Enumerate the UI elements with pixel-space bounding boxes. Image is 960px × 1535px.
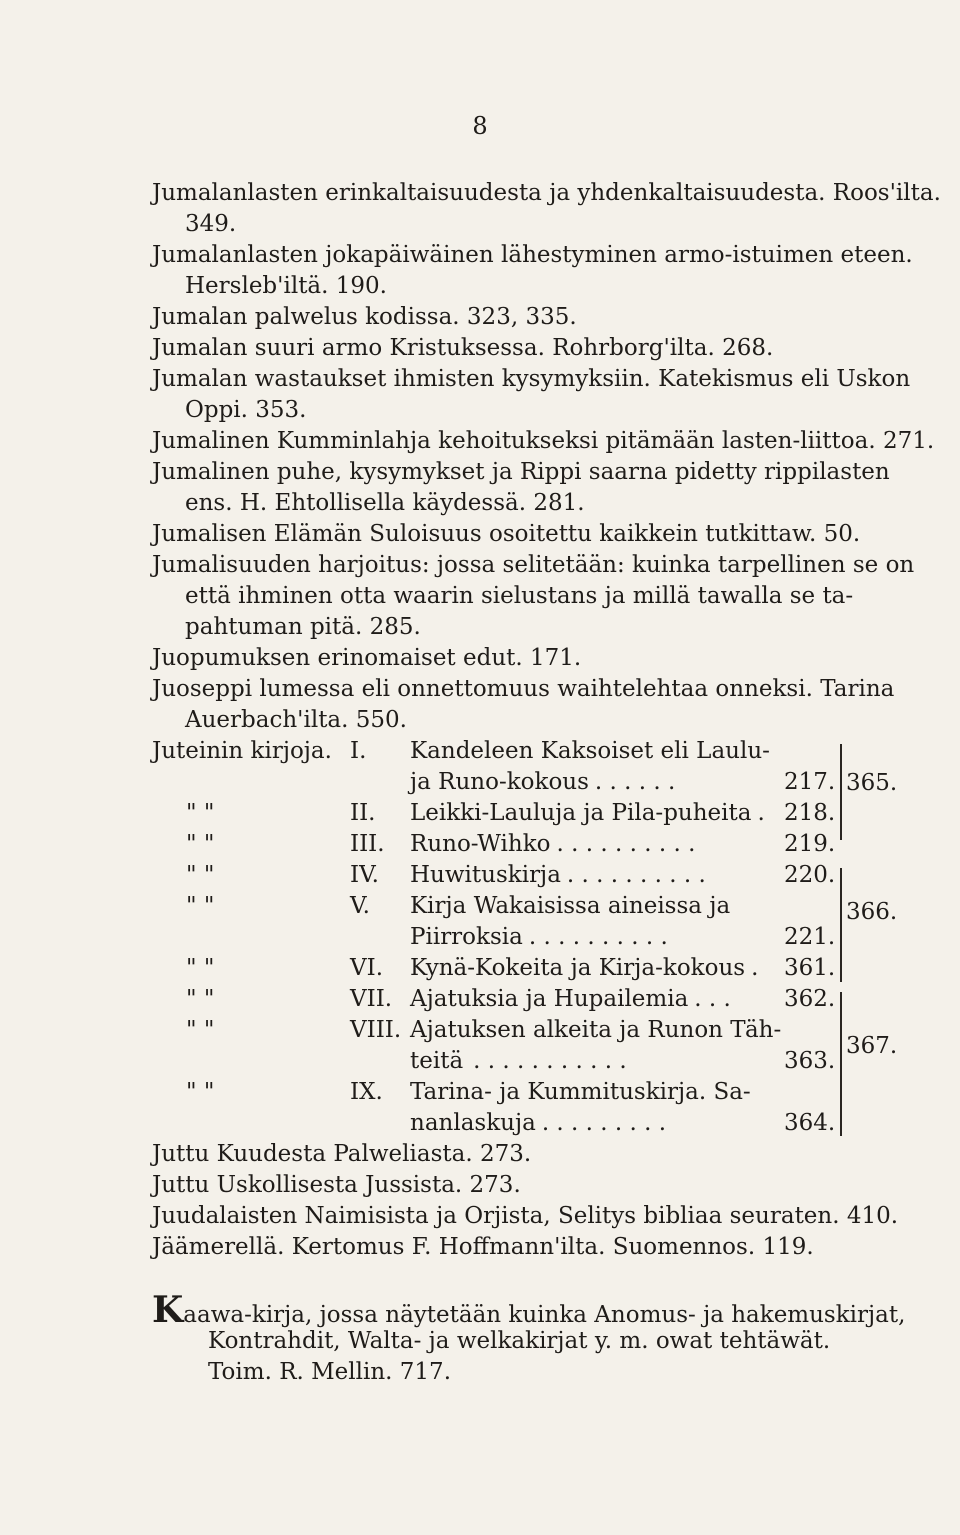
series-item-title2: ja Runo-kokous	[410, 769, 589, 795]
entry-line: Jäämerellä. Kertomus F. Hoffmann'ilta. Suomennos. 119.	[152, 1234, 814, 1260]
index-entry	[152, 1289, 906, 1388]
entry-line: Jumalan palwelus kodissa. 323, 335.	[152, 304, 577, 330]
group-number: 365.	[846, 770, 898, 796]
series-roman: II.	[350, 800, 376, 826]
series-item-title-cont	[410, 767, 675, 798]
series-item-title-cont	[410, 1108, 666, 1139]
series-item-title-text: Ajatuksia ja Hupailemia	[410, 986, 689, 1012]
index-entry	[152, 426, 935, 457]
entry-line: Jumalinen Kumminlahja kehoitukseksi pitämään lasten-liittoa. 271.	[152, 428, 935, 454]
leader-dots: . . .	[694, 986, 731, 1012]
series-item-title	[410, 984, 731, 1015]
leader-dots: . . . . . . . . .	[541, 1110, 667, 1136]
series-item-title	[410, 829, 695, 860]
ditto-mark: " "	[186, 1017, 215, 1043]
entry-line: ens. H. Ehtollisella käydessä. 281.	[185, 490, 585, 516]
entry-line: Oppi. 353.	[185, 397, 307, 423]
series-item-title-cont	[410, 1046, 627, 1077]
series-item-title-text: Kynä-Kokeita ja Kirja-kokous	[410, 955, 746, 981]
index-entry	[152, 519, 892, 550]
series-item-number: 221.	[784, 924, 836, 950]
entry-line: Juudalaisten Naimisista ja Orjista, Selitys bibliaa seuraten. 410.	[152, 1203, 899, 1229]
leader-dots: . . . . . . . . . .	[566, 862, 706, 888]
series-item-number: 364.	[784, 1110, 836, 1136]
index-entry	[152, 1139, 892, 1170]
index-entry	[152, 1201, 899, 1232]
series-item-number: 220.	[784, 862, 836, 888]
entry-line: Jumalanlasten jokapäiwäinen lähestyminen armo-istuimen eteen.	[152, 242, 913, 268]
leader-dots: . . . . . . . . . .	[556, 831, 696, 857]
ditto-mark: " "	[186, 1079, 215, 1105]
series-item-title: Kandeleen Kaksoiset eli Laulu-	[410, 738, 770, 764]
entry-line: Jumalan wastaukset ihmisten kysymyksiin. Katekismus eli Uskon	[152, 366, 911, 392]
leader-dots: .	[757, 800, 765, 826]
ditto-mark: " "	[186, 955, 215, 981]
index-entry	[152, 457, 892, 519]
entry-line: että ihminen otta waarin sielustans ja millä tawalla se ta-	[185, 583, 854, 609]
group-brace	[834, 992, 842, 1136]
entry-line: Juoseppi lumessa eli onnettomuus waihtelehtaa onneksi. Tarina	[152, 676, 895, 702]
entry-line: Kontrahdit, Walta- ja welkakirjat y. m. owat tehtäwät.	[208, 1328, 831, 1354]
index-entry	[152, 240, 913, 302]
leader-dots: .	[751, 955, 759, 981]
section-initial: K	[152, 1289, 184, 1331]
group-brace	[834, 744, 842, 840]
series-title: Juteinin kirjoja.	[152, 738, 332, 764]
page-number: 8	[472, 112, 488, 140]
series-item-title: Kirja Wakaisissa aineissa ja	[410, 893, 731, 919]
series-item-title: Tarina- ja Kummituskirja. Sa-	[410, 1079, 751, 1105]
entry-line-text: aawa-kirja, jossa näytetään kuinka Anomus- ja hakemuskirjat,	[183, 1302, 906, 1328]
series-roman: IX.	[350, 1079, 383, 1105]
entry-line: Juttu Uskollisesta Jussista. 273.	[152, 1172, 521, 1198]
index-entry	[152, 302, 892, 333]
series-item-title-text: Leikki-Lauluja ja Pila-puheita	[410, 800, 752, 826]
series-item-title2: nanlaskuja	[410, 1110, 536, 1136]
series-item-number: 362.	[784, 986, 836, 1012]
ditto-mark: " "	[186, 831, 215, 857]
series-item-title	[410, 798, 765, 829]
index-entry	[152, 1170, 892, 1201]
series-item-title	[410, 953, 758, 984]
entry-line: Jumalan suuri armo Kristuksessa. Rohrborg'ilta. 268.	[152, 335, 774, 361]
series-item-title	[410, 860, 706, 891]
series-item-title2: teitä	[410, 1048, 464, 1074]
entry-line: Jumalisuuden harjoitus: jossa selitetään: kuinka tarpellinen se on	[152, 552, 915, 578]
entry-line: Jumalisen Elämän Suloisuus osoitettu kaikkein tutkittaw. 50.	[152, 521, 861, 547]
index-entry	[152, 643, 892, 674]
entry-line: Juttu Kuudesta Palweliasta. 273.	[152, 1141, 532, 1167]
leader-dots: . . . . . . . . . . .	[473, 1048, 627, 1074]
series-item-number: 219.	[784, 831, 836, 857]
index-entry	[152, 1232, 892, 1263]
series-item-number: 361.	[784, 955, 836, 981]
index-entry	[152, 550, 915, 643]
ditto-mark: " "	[186, 800, 215, 826]
leader-dots: . . . . . .	[594, 769, 676, 795]
ditto-mark: " "	[186, 893, 215, 919]
series-roman: VIII.	[350, 1017, 402, 1043]
series-roman: IV.	[350, 862, 379, 888]
series-roman: I.	[350, 738, 367, 764]
index-entry	[152, 674, 895, 736]
series-item-number: 217.	[784, 769, 836, 795]
ditto-mark: " "	[186, 986, 215, 1012]
group-brace	[834, 868, 842, 982]
group-number: 366.	[846, 899, 898, 925]
series-roman: V.	[350, 893, 370, 919]
group-number: 367.	[846, 1033, 898, 1059]
entry-line: Jumalanlasten erinkaltaisuudesta ja yhdenkaltaisuudesta. Roos'ilta.	[152, 180, 941, 206]
index-entry	[152, 333, 892, 364]
entry-line: pahtuman pitä. 285.	[185, 614, 421, 640]
index-entry	[152, 364, 911, 426]
entry-line: Juopumuksen erinomaiset edut. 171.	[152, 645, 582, 671]
series-roman: VII.	[350, 986, 393, 1012]
series-item-title2: Piirroksia	[410, 924, 523, 950]
series-item-title: Ajatuksen alkeita ja Runon Täh-	[410, 1017, 782, 1043]
ditto-mark: " "	[186, 862, 215, 888]
series-item-title-text: Huwituskirja	[410, 862, 561, 888]
series-item-title-text: Runo-Wihko	[410, 831, 551, 857]
series-item-number: 218.	[784, 800, 836, 826]
index-entry	[152, 178, 941, 240]
entry-line: Auerbach'ilta. 550.	[185, 707, 407, 733]
leader-dots: . . . . . . . . . .	[528, 924, 668, 950]
entry-line: Jumalinen puhe, kysymykset ja Rippi saarna pidetty rippilasten	[152, 459, 890, 485]
series-roman: III.	[350, 831, 385, 857]
series-roman: VI.	[350, 955, 384, 981]
series-item-title-cont	[410, 922, 668, 953]
entry-line: Toim. R. Mellin. 717.	[208, 1359, 452, 1385]
entry-line	[152, 1289, 906, 1331]
entry-line: Hersleb'iltä. 190.	[185, 273, 387, 299]
entry-line: 349.	[185, 211, 237, 237]
series-item-number: 363.	[784, 1048, 836, 1074]
